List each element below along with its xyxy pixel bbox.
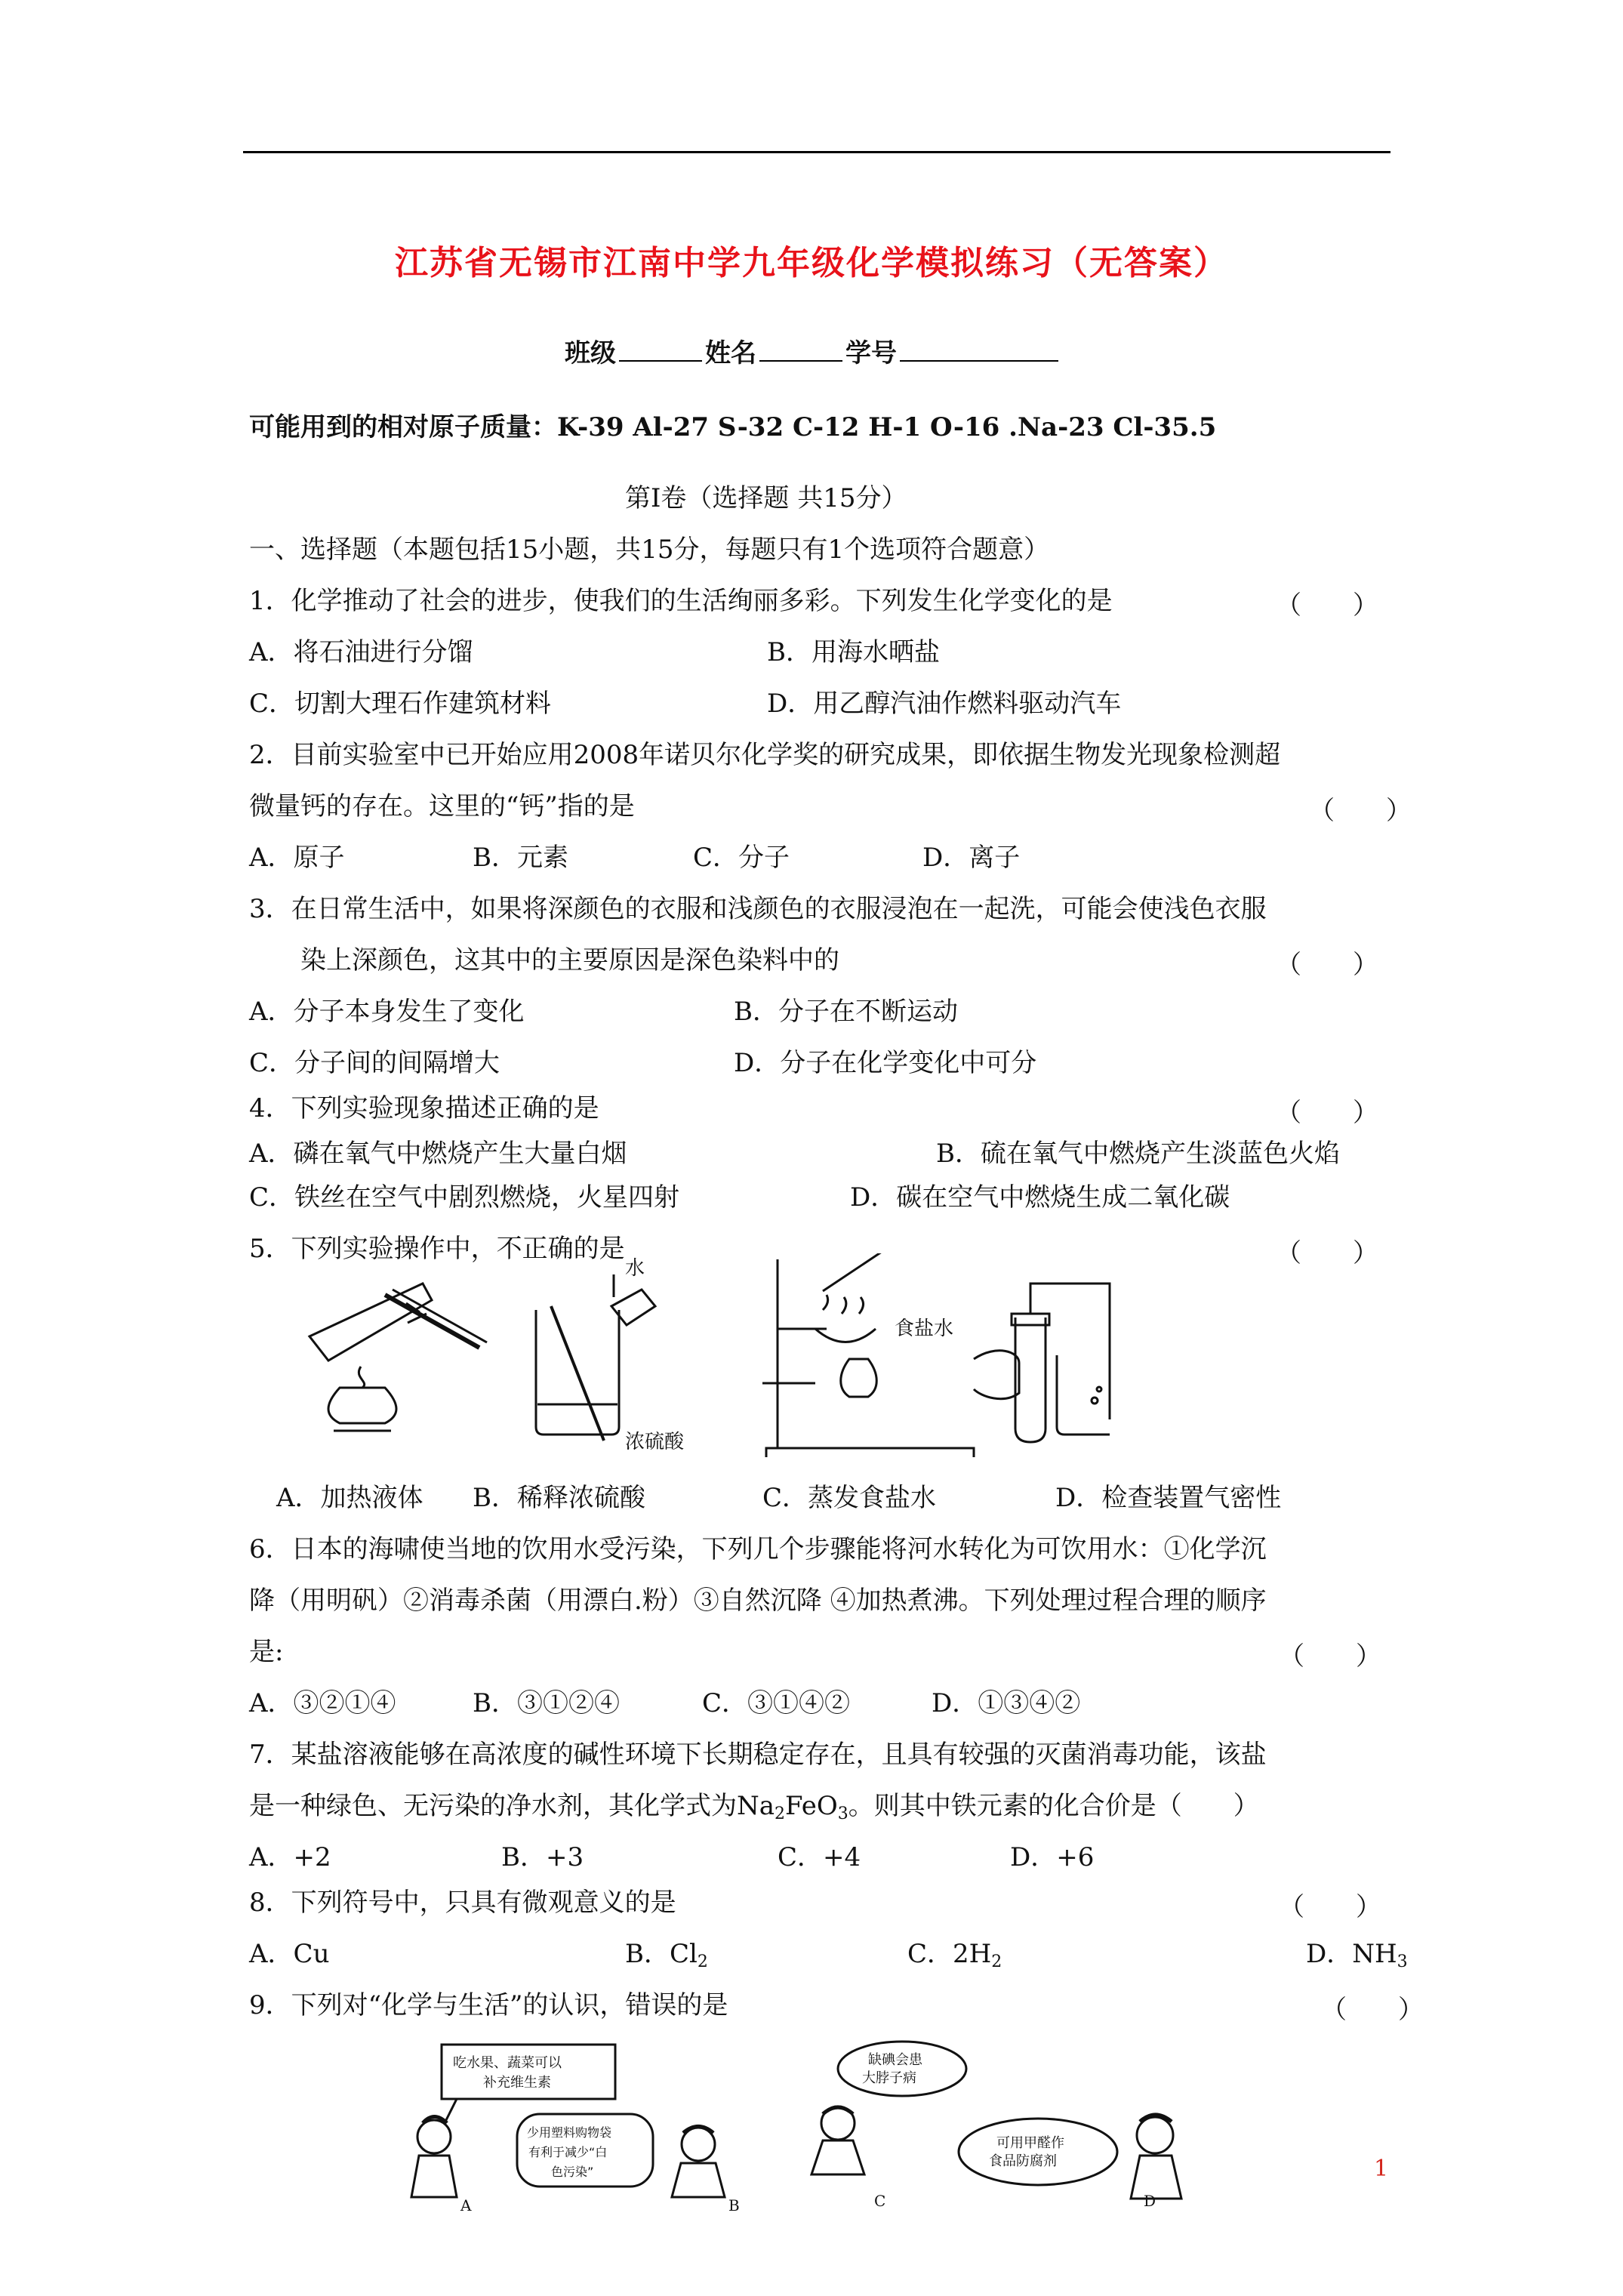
bubble-c-line1: 缺碘会患 [868,2052,922,2068]
q8-option-a: A．Cu [249,1939,330,1969]
q7-formula-sub-3: 3 [837,1804,848,1823]
bubble-b-line1: 少用塑料购物袋 [527,2125,612,2140]
q8-answer-paren[interactable]: （ ） [1279,1892,1381,1922]
q9-cartoon-figure [400,2039,1329,2212]
q1-option-c: C．切割大理石作建筑材料 [249,689,552,719]
q7-option-d: D．+6 [1010,1842,1095,1872]
q2-option-a: A．原子 [249,843,345,873]
person-d [1131,2115,1181,2199]
q7-stem-part-a: 是一种绿色、无污染的净水剂，其化学式为Na [249,1791,775,1821]
q6-answer-paren[interactable]: （ ） [1279,1641,1381,1672]
person-a [411,2117,457,2198]
q6-stem-line3: 是: [249,1637,284,1667]
q6-stem-line2: 降（用明矾）②消毒杀菌（用漂白.粉）③自然沉降 ④加热煮沸。下列处理过程合理的顺序 [249,1586,1267,1616]
cartoon-label-a: A [460,2196,472,2212]
id-blank[interactable] [900,360,1058,362]
dilution-diagram [536,1274,655,1441]
bubble-d-line1: 可用甲醛作 [996,2135,1064,2151]
q6-option-c: C．③①④② [702,1688,851,1718]
q4-stem: 4．下列实验现象描述正确的是 [249,1093,599,1123]
section-instruction: 一、选择题（本题包括15小题，共15分，每题只有1个选项符合题意） [249,535,1050,565]
q1-stem: 1．化学推动了社会的进步，使我们的生活绚丽多彩。下列发生化学变化的是 [249,586,1113,616]
q4-answer-paren[interactable]: （ ） [1276,1098,1378,1128]
person-b [672,2127,725,2198]
q7-stem-line1: 7．某盐溶液能够在高浓度的碱性环境下长期稳定存在，且具有较强的灭菌消毒功能，该盐 [249,1740,1267,1770]
q1-option-a: A．将石油进行分馏 [249,637,473,667]
q5-option-a: A．加热液体 [276,1483,423,1513]
page-number: 1 [1374,2156,1389,2182]
bubble-a-line1: 吃水果、蔬菜可以 [453,2055,562,2071]
q3-stem-line2: 染上深颜色，这其中的主要原因是深色染料中的 [300,945,839,975]
bubble-b-line3: 色污染” [551,2165,594,2179]
q3-option-b: B．分子在不断运动 [734,997,958,1027]
salt-water-label: 食盐水 [895,1318,954,1340]
q6-stem-line1: 6．日本的海啸使当地的饮用水受污染，下列几个步骤能将河水转化为可饮用水：①化学沉 [249,1534,1267,1564]
q5-apparatus-figure [294,1253,1117,1457]
q2-stem-line1: 2．目前实验室中已开始应用2008年诺贝尔化学奖的研究成果，即依据生物发光现象检测超 [249,740,1281,770]
q2-option-b: B．元素 [473,843,568,873]
class-blank[interactable] [619,360,702,362]
q5-answer-paren[interactable]: （ ） [1276,1238,1378,1268]
class-label: 班级 [565,338,616,368]
q7-option-a: A．+2 [249,1842,331,1872]
q7-stem-part-b: FeO [785,1791,838,1821]
q6-option-a: A．③②①④ [249,1688,396,1718]
evaporation-diagram [762,1253,974,1457]
q4-option-b: B．硫在氧气中燃烧产生淡蓝色火焰 [936,1139,1340,1169]
q8-option-d-sub: 3 [1397,1952,1408,1971]
q8-option-c [907,1937,1002,1979]
bubble-a [442,2045,615,2099]
q3-stem-line1: 3．在日常生活中，如果将深颜色的衣服和浅颜色的衣服浸泡在一起洗，可能会使浅色衣服 [249,894,1267,924]
q5-stem: 5．下列实验操作中，不正确的是 [249,1234,625,1264]
q3-option-c: C．分子间的间隔增大 [249,1048,500,1078]
atomic-mass-line: 可能用到的相对原子质量：K-39 Al-27 S-32 C-12 H-1 O-16 .Na-23 Cl-35.5 [249,412,1217,442]
q1-answer-paren[interactable]: （ ） [1276,590,1378,621]
q9-stem: 9．下列对“化学与生活”的认识，错误的是 [249,1990,728,2020]
q8-option-b-text: B．Cl [625,1939,698,1969]
water-label: 水 [625,1257,645,1280]
bubble-d-line2: 食品防腐剂 [989,2153,1057,2169]
q3-answer-paren[interactable]: （ ） [1276,950,1378,980]
bubble-a-line2: 补充维生素 [483,2075,551,2091]
bubble-c [838,2042,966,2096]
id-label: 学号 [845,338,897,368]
cartoon-label-c: C [874,2192,886,2210]
q8-stem: 8．下列符号中，只具有微观意义的是 [249,1888,676,1918]
q7-formula-sub-2: 2 [775,1804,786,1823]
cartoon-label-d: D [1144,2192,1156,2210]
name-blank[interactable] [759,360,842,362]
q7-stem-line2 [249,1789,1259,1831]
q2-stem-line2: 微量钙的存在。这里的“钙”指的是 [249,791,635,821]
bubble-d [959,2119,1117,2185]
q5-option-c: C．蒸发食盐水 [762,1483,937,1513]
q4-option-a: A．磷在氧气中燃烧产生大量白烟 [249,1139,627,1169]
header-rule [243,151,1390,153]
q8-option-d [1306,1937,1408,1979]
person-c [812,2106,864,2174]
q9-answer-paren[interactable]: （ ） [1321,1995,1424,2025]
q8-option-d-text: D．NH [1306,1939,1397,1969]
q7-option-c: C．+4 [778,1842,861,1872]
section-title: 第Ⅰ卷（选择题 共15分） [625,483,907,513]
q5-option-d: D．检查装置气密性 [1055,1483,1282,1513]
q3-option-d: D．分子在化学变化中可分 [734,1048,1037,1078]
bubble-b-line2: 有利于减少“白 [528,2145,608,2159]
student-info [565,337,1058,370]
q7-option-b: B．+3 [501,1842,584,1872]
q2-option-c: C．分子 [693,843,790,873]
q8-option-c-text: C．2H [907,1939,992,1969]
q6-option-b: B．③①②④ [473,1688,620,1718]
airtightness-diagram [974,1284,1110,1442]
q8-option-c-sub: 2 [991,1952,1002,1971]
cartoon-label-b: B [728,2196,740,2212]
heating-liquid-diagram [310,1284,487,1431]
q2-option-d: D．离子 [922,843,1021,873]
q1-option-d: D．用乙醇汽油作燃料驱动汽车 [767,689,1122,719]
q8-option-b [625,1937,708,1979]
q2-answer-paren[interactable]: （ ） [1309,796,1412,826]
q4-option-c: C．铁丝在空气中剧烈燃烧，火星四射 [249,1182,680,1213]
bubble-c-line2: 大脖子病 [862,2070,916,2086]
q8-option-b-sub: 2 [697,1952,708,1971]
q7-stem-part-c: 。则其中铁元素的化合价是（ ） [848,1791,1259,1821]
q3-option-a: A．分子本身发生了变化 [249,997,525,1027]
q6-option-d: D．①③④② [932,1688,1081,1718]
name-label: 姓名 [705,338,756,368]
q4-option-d: D．碳在空气中燃烧生成二氧化碳 [850,1182,1230,1213]
conc-sulfuric-acid-label: 浓硫酸 [625,1431,685,1453]
page-title: 江苏省无锡市江南中学九年级化学模拟练习（无答案） [395,244,1228,282]
q5-option-b: B．稀释浓硫酸 [473,1483,645,1513]
q1-option-b: B．用海水晒盐 [767,637,940,667]
